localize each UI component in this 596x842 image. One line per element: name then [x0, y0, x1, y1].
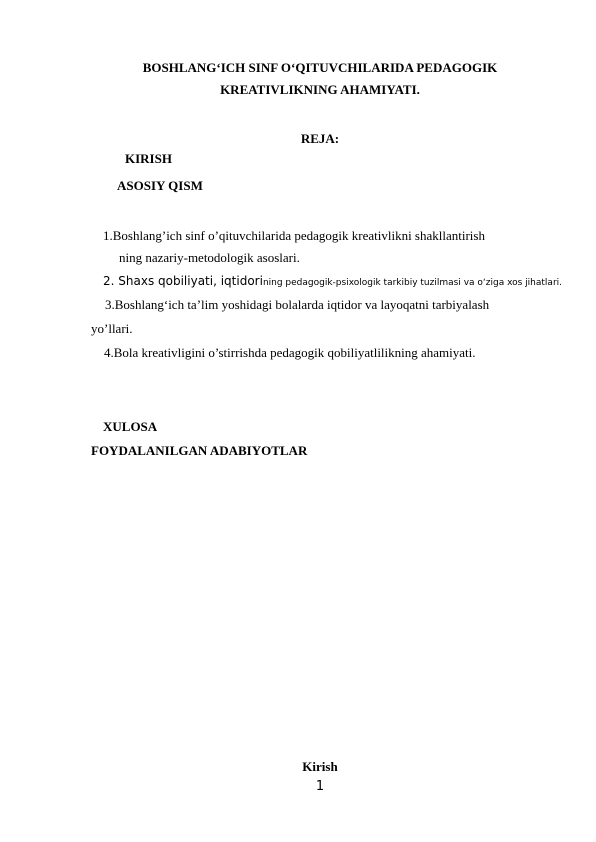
- plan-item-4: 4.Bola kreativligini o’stirrishda pedagogik qobiliyatlilikning ahamiyati.: [104, 345, 476, 360]
- references-heading: FOYDALANILGAN ADABIYOTLAR: [91, 443, 308, 458]
- section-heading-kirish: Kirish: [302, 759, 338, 774]
- plan-item-1-line-1: 1.Boshlang’ich sinf o’qituvchilarida pedagogik kreativlikni shakllantirish: [103, 228, 485, 243]
- main-part-heading: ASOSIY QISM: [117, 178, 203, 193]
- plan-item-2-lead: 2. Shaxs qobiliyati, iqtidori: [103, 274, 263, 288]
- plan-item-1-line-2: ning nazariy-metodologik asoslari.: [119, 250, 300, 265]
- plan-heading: REJA:: [300, 131, 340, 146]
- plan-item-2: [103, 273, 562, 291]
- plan-item-3-line-2: yo’llari.: [91, 321, 133, 336]
- document-title-line-2: KREATIVLIKNING AHAMIYATI.: [220, 82, 420, 97]
- plan-item-3-line-1: 3.Boshlang‘ich ta’lim yoshidagi bolalarda iqtidor va layoqatni tarbiyalash: [105, 297, 490, 312]
- page-number: 1: [315, 779, 325, 794]
- document-title-line-1: BOSHLANG‘ICH SINF O‘QITUVCHILARIDA PEDAGOGIK: [142, 60, 498, 75]
- conclusion-heading: XULOSA: [103, 419, 158, 434]
- plan-item-2-rest: ning pedagogik-psixologik tarkibiy tuzilmasi va o‘ziga xos jihatlari.: [262, 278, 563, 288]
- intro-heading: KIRISH: [125, 151, 172, 166]
